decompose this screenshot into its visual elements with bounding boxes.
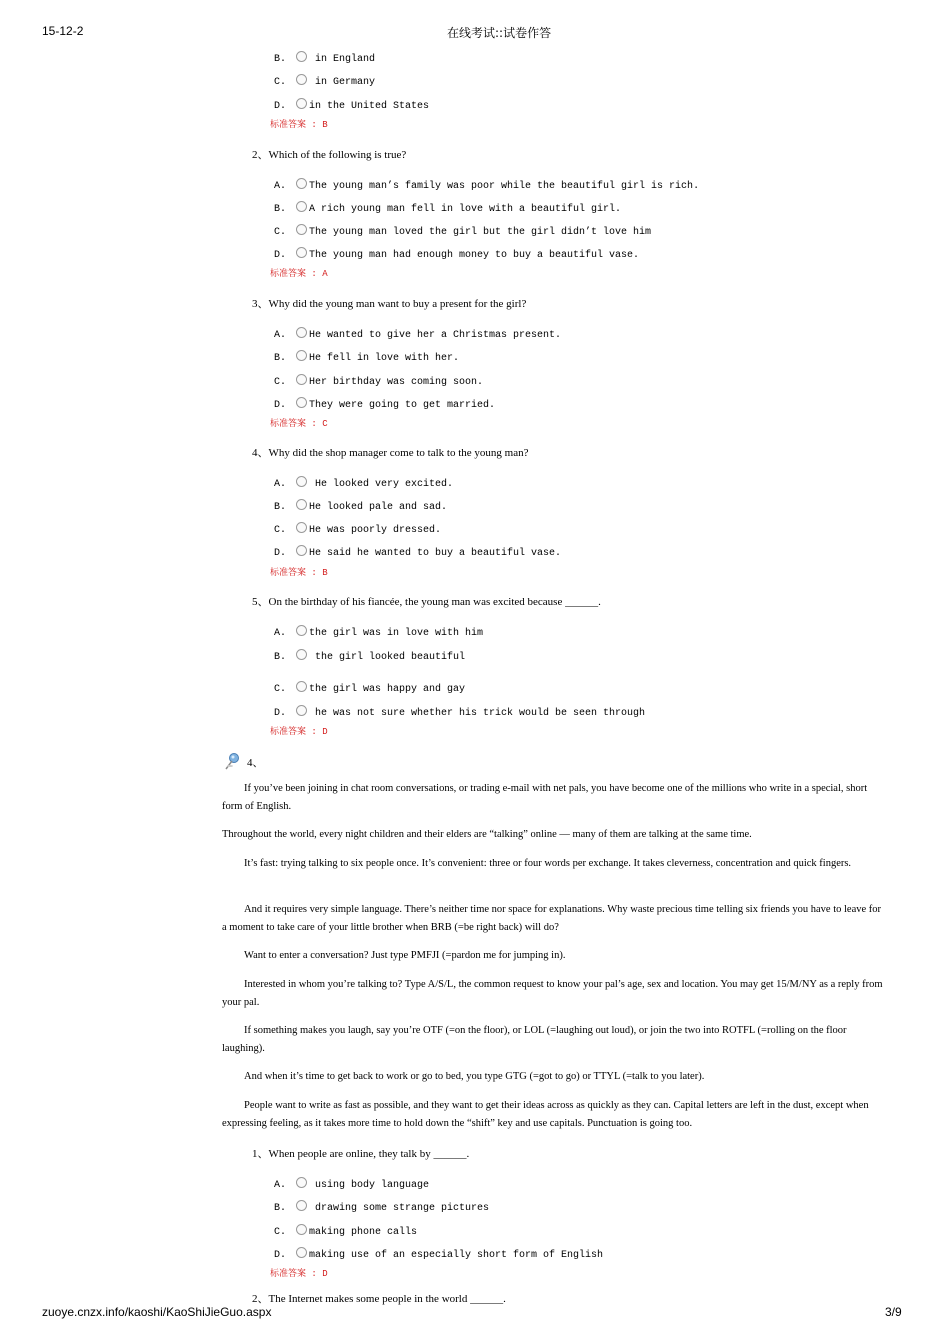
radio-icon[interactable] [296, 247, 307, 258]
pushpin-icon [224, 752, 240, 770]
option-sq1-a[interactable]: A. using body language [274, 1177, 429, 1191]
option-q3-a[interactable]: A. He looked very excited. [274, 476, 453, 490]
page-number: 3/9 [885, 1305, 902, 1319]
option-q0-b[interactable]: B. in England [274, 51, 375, 65]
radio-icon[interactable] [296, 224, 307, 235]
radio-icon[interactable] [296, 98, 307, 109]
radio-icon[interactable] [296, 178, 307, 189]
passage-paragraph: People want to write as fast as possible, and they want to get their ideas across as quickly as they can. Capital letters are left in the dust, except when expressing feeling, as it takes more time to hold down the “shift” key and use capitals. Punctuation is going too. [222, 1100, 869, 1129]
option-q3-d[interactable]: D. He said he wanted to buy a beautiful vase. [274, 545, 561, 559]
option-q4-c[interactable]: C. the girl was happy and gay [274, 681, 465, 695]
standard-answer: 标准答案 : B [270, 120, 328, 130]
question-text: 4、Why did the shop manager come to talk to the young man? [252, 447, 529, 459]
option-q1-b[interactable]: B. A rich young man fell in love with a beautiful girl. [274, 201, 621, 215]
page-url: zuoye.cnzx.info/kaoshi/KaoShiJieGuo.aspx [42, 1305, 272, 1319]
radio-icon[interactable] [296, 374, 307, 385]
option-q2-b[interactable]: B. He fell in love with her. [274, 350, 459, 364]
passage-paragraph: If something makes you laugh, say you’re OTF (=on the floor), or LOL (=laughing out loud), or join the two into ROTFL (=rolling on the floor laughing). [222, 1025, 847, 1054]
radio-icon[interactable] [296, 705, 307, 716]
passage-paragraph: If you’ve been joining in chat room conversations, or trading e-mail with net pals, you have become one of the millions who write in a special, short form of English. [222, 783, 868, 812]
radio-icon[interactable] [296, 649, 307, 660]
radio-icon[interactable] [296, 74, 307, 85]
section-number: 4、 [247, 757, 264, 769]
radio-icon[interactable] [296, 1200, 307, 1211]
option-sq1-b[interactable]: B. drawing some strange pictures [274, 1200, 489, 1214]
option-q0-c[interactable]: C. in Germany [274, 74, 375, 88]
radio-icon[interactable] [296, 1247, 307, 1258]
option-q1-c[interactable]: C. The young man loved the girl but the girl didn’t love him [274, 224, 651, 238]
standard-answer: 标准答案 : D [270, 1269, 328, 1279]
option-sq1-d[interactable]: D. making use of an especially short form of English [274, 1247, 603, 1261]
print-date: 15-12-2 [42, 24, 84, 38]
radio-icon[interactable] [296, 545, 307, 556]
radio-icon[interactable] [296, 1224, 307, 1235]
option-q4-a[interactable]: A. the girl was in love with him [274, 625, 483, 639]
radio-icon[interactable] [296, 499, 307, 510]
passage-paragraph: And when it’s time to get back to work or go to bed, you type GTG (=got to go) or TTYL (=talk to you later). [244, 1071, 705, 1082]
option-sq1-c[interactable]: C. making phone calls [274, 1224, 417, 1238]
passage-paragraph: And it requires very simple language. There’s neither time nor space for explanations. Why waste precious time telling six friends you have to leave for a moment to take care of your little brother when BRB (=be right back) will do? [222, 904, 882, 933]
passage-paragraph: It’s fast: trying talking to six people once. It’s convenient: three or four words per exchange. It takes cleverness, concentration and quick fingers. [244, 858, 852, 869]
question-text: 1、When people are online, they talk by ______. [252, 1148, 470, 1160]
standard-answer: 标准答案 : B [270, 568, 328, 578]
question-text: 2、Which of the following is true? [252, 149, 407, 161]
option-q4-b[interactable]: B. the girl looked beautiful [274, 649, 465, 663]
radio-icon[interactable] [296, 350, 307, 361]
option-q2-c[interactable]: C. Her birthday was coming soon. [274, 374, 483, 388]
passage-paragraph: Interested in whom you’re talking to? Type A/S/L, the common request to know your pal’s age, sex and location. You may get 15/M/NY as a reply from your pal. [222, 979, 883, 1008]
radio-icon[interactable] [296, 1177, 307, 1188]
question-text: 3、Why did the young man want to buy a present for the girl? [252, 298, 527, 310]
option-q3-b[interactable]: B. He looked pale and sad. [274, 499, 447, 513]
option-q1-d[interactable]: D. The young man had enough money to buy a beautiful vase. [274, 247, 639, 261]
passage-paragraph: Want to enter a conversation? Just type PMFJI (=pardon me for jumping in). [244, 950, 566, 961]
option-q3-c[interactable]: C. He was poorly dressed. [274, 522, 441, 536]
option-q2-d[interactable]: D. They were going to get married. [274, 397, 495, 411]
passage-paragraph: Throughout the world, every night children and their elders are “talking” online — many of them are talking at the same time. [222, 829, 752, 840]
radio-icon[interactable] [296, 681, 307, 692]
standard-answer: 标准答案 : C [270, 419, 328, 429]
radio-icon[interactable] [296, 397, 307, 408]
standard-answer: 标准答案 : D [270, 727, 328, 737]
radio-icon[interactable] [296, 51, 307, 62]
option-q0-d[interactable]: D. in the United States [274, 98, 429, 112]
option-q1-a[interactable]: A. The young man’s family was poor while the beautiful girl is rich. [274, 178, 699, 192]
radio-icon[interactable] [296, 327, 307, 338]
radio-icon[interactable] [296, 201, 307, 212]
option-q2-a[interactable]: A. He wanted to give her a Christmas present. [274, 327, 561, 341]
page-title: 在线考试::试卷作答 [447, 26, 552, 40]
radio-icon[interactable] [296, 522, 307, 533]
option-q4-d[interactable]: D. he was not sure whether his trick would be seen through [274, 705, 645, 719]
radio-icon[interactable] [296, 476, 307, 487]
radio-icon[interactable] [296, 625, 307, 636]
question-text-cut-off: 2、The Internet makes some people in the world ______. [252, 1293, 506, 1305]
question-text: 5、On the birthday of his fiancée, the young man was excited because ______. [252, 596, 601, 608]
standard-answer: 标准答案 : A [270, 269, 328, 279]
